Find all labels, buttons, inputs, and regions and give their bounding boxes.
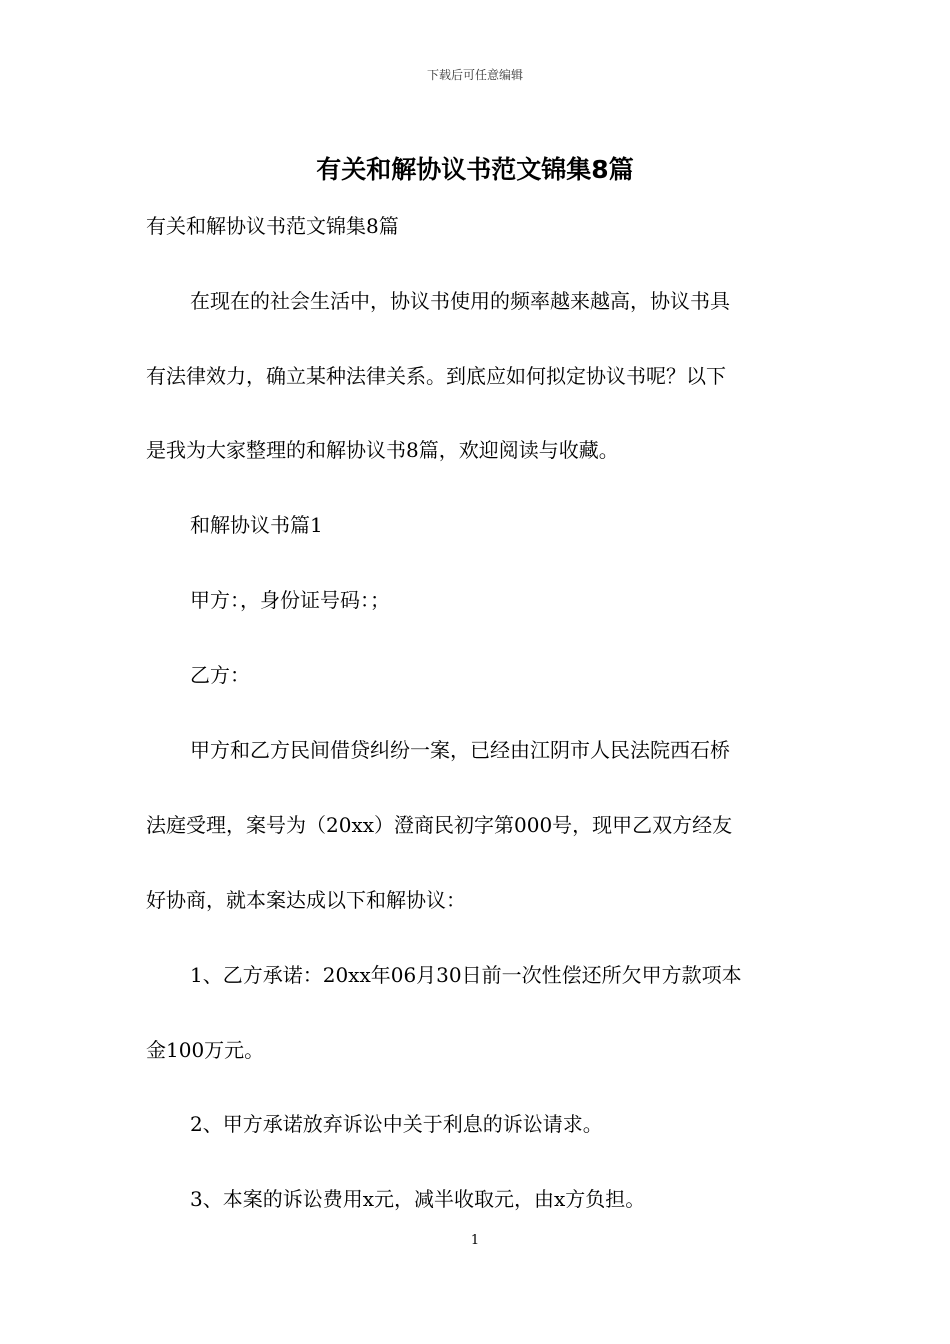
- intro-line-1: 在现在的社会生活中，协议书使用的频率越来越高，协议书具: [190, 289, 730, 313]
- body-line-2: 法庭受理，案号为（20xx）澄商民初字第000号，现甲乙双方经友: [146, 813, 733, 837]
- party-b-line: 乙方：: [190, 663, 250, 687]
- body-line-1: 甲方和乙方民间借贷纠纷一案，已经由江阴市人民法院西石桥: [190, 738, 730, 762]
- body-line-3: 好协商，就本案达成以下和解协议：: [146, 888, 466, 912]
- clause-3: 3、本案的诉讼费用x元，减半收取元，由x方负担。: [190, 1187, 646, 1211]
- document-title: 有关和解协议书范文锦集8篇: [316, 155, 634, 184]
- party-a-line: 甲方：，身份证号码：；: [190, 588, 390, 612]
- section-heading: 和解协议书篇1: [190, 513, 323, 537]
- clause-2: 2、甲方承诺放弃诉讼中关于利息的诉讼请求。: [190, 1112, 603, 1136]
- subtitle-line: 有关和解协议书范文锦集8篇: [146, 214, 399, 238]
- header-note: 下载后可任意编辑: [426, 68, 523, 82]
- intro-line-2: 有法律效力，确立某种法律关系。到底应如何拟定协议书呢？以下: [146, 364, 726, 388]
- clause-1-line-1: 1、乙方承诺：20xx年06月30日前一次性偿还所欠甲方款项本: [190, 963, 742, 987]
- intro-line-3: 是我为大家整理的和解协议书8篇，欢迎阅读与收藏。: [146, 438, 619, 462]
- page-number: 1: [470, 1233, 480, 1248]
- clause-1-line-2: 金100万元。: [146, 1038, 265, 1062]
